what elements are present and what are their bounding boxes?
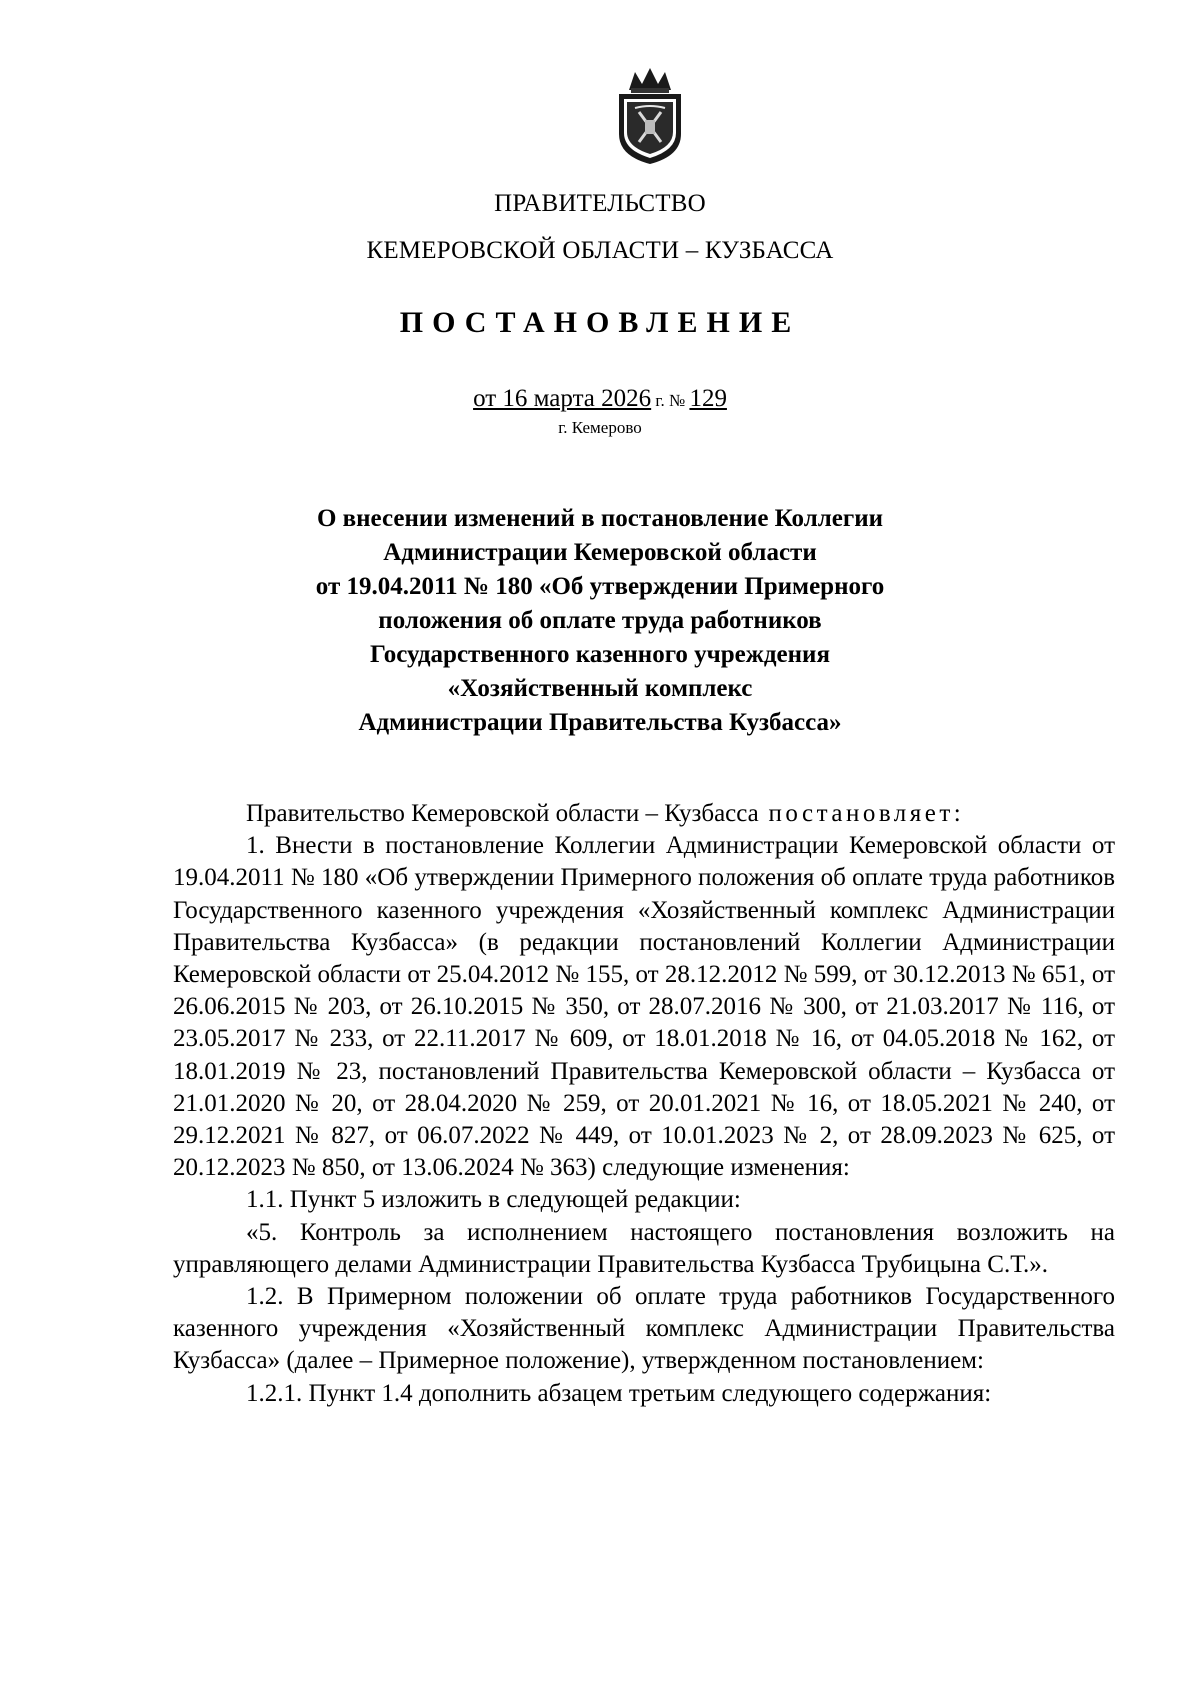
paragraph-1-2: 1.2. В Примерном положении об оплате труда работников Государственного казенного учреждения «Хозяйственный комплекс Администрации Правительства Кузбасса» (далее – Примерное положение), утвержденном постановлением:: [173, 1283, 1115, 1375]
title-line: положения об оплате труда работников: [378, 607, 822, 634]
document-type-title: ПОСТАНОВЛЕНИЕ: [399, 306, 801, 339]
government-name-line1: ПРАВИТЕЛЬСТВО: [494, 190, 706, 217]
title-line: Администрации Правительства Кузбасса»: [358, 709, 842, 736]
title-line: О внесении изменений в постановление Коллегии: [316, 505, 884, 532]
paragraph-1-1: 1.1. Пункт 5 изложить в следующей редакции:: [246, 1186, 741, 1214]
decree-body: [173, 798, 1115, 1410]
date-number-line: [0, 385, 1200, 413]
title-line: от 19.04.2011 № 180 «Об утверждении Примерного: [315, 573, 885, 600]
paragraph-1-1-quote: «5. Контроль за исполнением настоящего постановления возложить на управляющего делами Администрации Правительства Кузбасса Трубицына С.Т.».: [173, 1218, 1115, 1278]
intro-paragraph: [173, 798, 1115, 830]
city-label: г. Кемерово: [558, 418, 642, 437]
intro-subject: Правительство Кемеровской области – Кузбасса: [246, 800, 759, 827]
intro-verb: постановляет:: [758, 800, 965, 827]
decree-number: 129: [689, 385, 727, 412]
year-number-label: г. №: [651, 391, 690, 410]
decree-date: от 16 марта 2026: [473, 385, 652, 412]
government-name-line2: КЕМЕРОВСКОЙ ОБЛАСТИ – КУЗБАССА: [366, 237, 834, 264]
title-line: Государственного казенного учреждения: [370, 641, 830, 668]
paragraph-1: 1. Внести в постановление Коллегии Администрации Кемеровской области от 19.04.2011 № 180 «Об утверждении Примерного положения об оплате труда работников Государственного казенного учреждения «Хозяйственный комплекс Администрации Правительства Кузбасса» (в редакции постановлений Коллегии Администрации Кемеровской области от 25.04.2012 № 155, от 28.12.2012 № 599, от 30.12.2013 № 651, от 26.06.2015 № 203, от 26.10.2015 № 350, от 28.07.2016 № 300, от 21.03.2017 № 116, от 23.05.2017 № 233, от 22.11.2017 № 609, от 18.01.2018 № 16, от 04.05.2018 № 162, от 18.01.2019 № 23, постановлений Правительства Кемеровской области – Кузбасса от 21.01.2020 № 20, от 28.04.2020 № 259, от 20.01.2021 № 16, от 18.05.2021 № 240, от 29.12.2021 № 827, от 06.07.2022 № 449, от 10.01.2023 № 2, от 28.09.2023 № 625, от 20.12.2023 № 850, от 13.06.2024 № 363) следующие изменения:: [173, 832, 1116, 1182]
paragraph-1-2-1: 1.2.1. Пункт 1.4 дополнить абзацем третьим следующего содержания:: [246, 1379, 992, 1407]
decree-title: [250, 502, 950, 740]
coat-of-arms-icon: [615, 64, 685, 166]
title-line: Администрации Кемеровской области: [383, 539, 817, 566]
title-line: «Хозяйственный комплекс: [447, 675, 753, 702]
